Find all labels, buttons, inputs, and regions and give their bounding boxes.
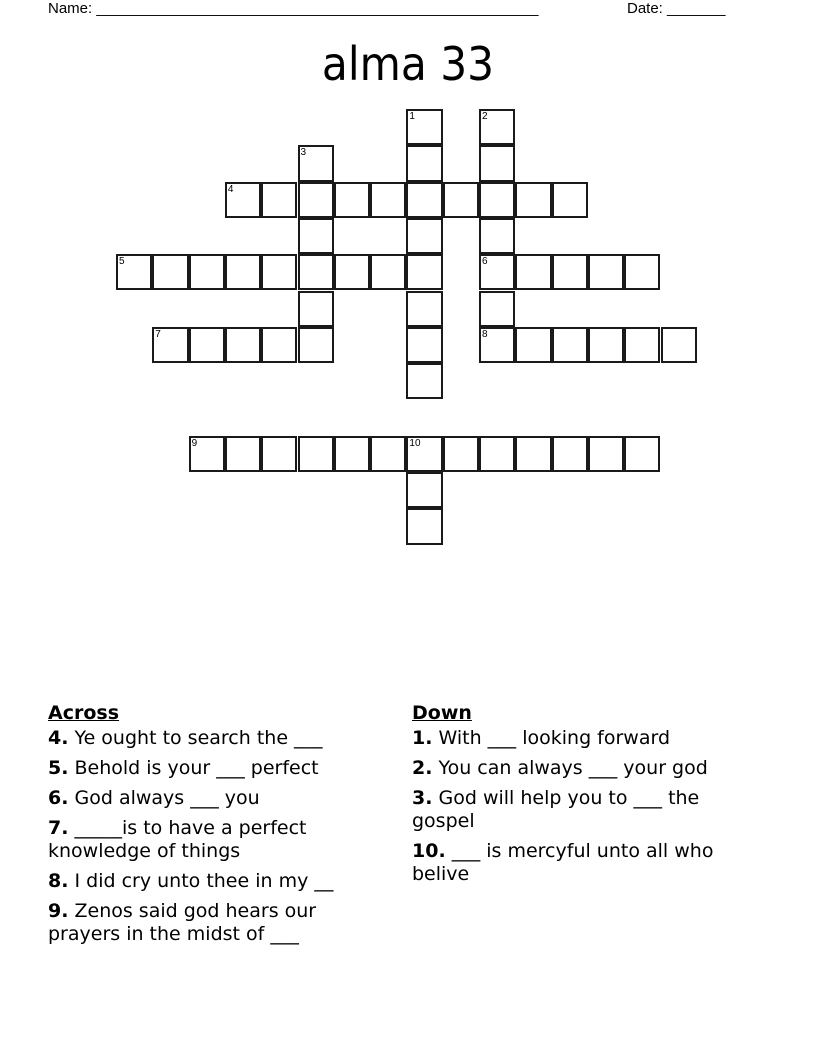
clue-down-10: 10. ___ is mercyful unto all who belive: [412, 840, 714, 885]
grid-cell[interactable]: [152, 254, 188, 290]
clue-number: 4: [227, 183, 234, 195]
grid-cell[interactable]: [479, 145, 515, 181]
grid-cell[interactable]: [370, 436, 406, 472]
date-field-label: Date: _______: [627, 0, 726, 17]
clue-down-2: 2. You can always ___ your god: [412, 757, 708, 779]
clue-across-5: 5. Behold is your ___ perfect: [48, 757, 319, 779]
grid-cell[interactable]: [515, 182, 551, 218]
grid-cell[interactable]: [479, 218, 515, 254]
name-field-label: Name: _____________________________________________________: [48, 0, 539, 17]
clue-number: 3: [300, 147, 307, 159]
clue-number: 1: [409, 111, 415, 122]
clue-number: 8: [482, 328, 488, 340]
down-clues: [412, 702, 732, 893]
clue-across-9: 9. Zenos said god hears our prayers in the midst of ___: [48, 900, 317, 945]
clue-down-1: 1. With ___ looking forward: [412, 727, 671, 749]
grid-cell[interactable]: [406, 109, 442, 145]
grid-cell[interactable]: [479, 436, 515, 472]
grid-cell[interactable]: [515, 436, 551, 472]
grid-cell[interactable]: [406, 327, 442, 363]
grid-cell[interactable]: [334, 182, 370, 218]
grid-cell[interactable]: [298, 254, 334, 290]
clue-across-6: 6. God always ___ you: [48, 787, 260, 809]
grid-cell[interactable]: [225, 436, 261, 472]
grid-cell[interactable]: [225, 327, 261, 363]
grid-cell[interactable]: [624, 327, 660, 363]
grid-cell[interactable]: [189, 327, 225, 363]
grid-cell[interactable]: [261, 254, 297, 290]
grid-cell[interactable]: [515, 327, 551, 363]
clue-number: 5: [119, 256, 125, 268]
clue-number: 10: [409, 437, 421, 449]
clue-across-8: 8. I did cry unto thee in my __: [48, 870, 334, 892]
grid-cell[interactable]: [406, 182, 442, 218]
clue-number: 2: [482, 111, 488, 122]
grid-cell[interactable]: [624, 254, 660, 290]
grid-cell[interactable]: [298, 182, 334, 218]
grid-cell[interactable]: [443, 182, 479, 218]
grid-cell[interactable]: [406, 363, 442, 399]
clue-across-4: 4. Ye ought to search the ___: [48, 727, 323, 749]
across-heading: Across: [48, 702, 120, 724]
grid-cell[interactable]: [552, 182, 588, 218]
grid-cell[interactable]: [334, 436, 370, 472]
grid-cell[interactable]: [406, 218, 442, 254]
grid-cell[interactable]: [406, 472, 442, 508]
grid-cell[interactable]: [298, 218, 334, 254]
grid-cell[interactable]: [261, 182, 297, 218]
grid-cell[interactable]: [479, 291, 515, 327]
grid-cell[interactable]: [479, 109, 515, 145]
grid-cell[interactable]: [406, 436, 442, 472]
grid-cell[interactable]: [370, 182, 406, 218]
grid-cell[interactable]: [189, 254, 225, 290]
grid-cell[interactable]: [515, 254, 551, 290]
grid-cell[interactable]: [225, 254, 261, 290]
grid-cell[interactable]: [588, 327, 624, 363]
grid-cell[interactable]: [588, 436, 624, 472]
grid-cell[interactable]: [406, 254, 442, 290]
grid-cell[interactable]: [370, 254, 406, 290]
clue-number: 6: [482, 256, 488, 268]
clue-down-3: 3. God will help you to ___ the gospel: [412, 787, 700, 832]
grid-cell[interactable]: [552, 254, 588, 290]
grid-cell[interactable]: [406, 508, 442, 544]
clue-number: 7: [155, 328, 161, 340]
grid-cell[interactable]: [116, 254, 152, 290]
grid-cell[interactable]: [479, 327, 515, 363]
grid-cell[interactable]: [479, 182, 515, 218]
grid-cell[interactable]: [661, 327, 697, 363]
clue-across-7: 7. _____is to have a perfect knowledge of things: [48, 817, 307, 862]
grid-cell[interactable]: [152, 327, 188, 363]
grid-cell[interactable]: [552, 436, 588, 472]
grid-cell[interactable]: [261, 436, 297, 472]
grid-cell[interactable]: [406, 291, 442, 327]
grid-cell[interactable]: [298, 436, 334, 472]
grid-cell[interactable]: [261, 327, 297, 363]
grid-cell[interactable]: [298, 327, 334, 363]
grid-cell[interactable]: [552, 327, 588, 363]
grid-cell[interactable]: [189, 436, 225, 472]
down-heading: Down: [412, 702, 472, 724]
grid-cell[interactable]: [406, 145, 442, 181]
puzzle-title: alma 33: [321, 37, 495, 91]
grid-cell[interactable]: [334, 254, 370, 290]
grid-cell[interactable]: [298, 145, 334, 181]
across-clues: [48, 702, 388, 953]
grid-cell[interactable]: [624, 436, 660, 472]
grid-cell[interactable]: [443, 436, 479, 472]
clue-number: 9: [191, 437, 198, 449]
grid-cell[interactable]: [479, 254, 515, 290]
grid-cell[interactable]: [298, 291, 334, 327]
grid-cell[interactable]: [225, 182, 261, 218]
grid-cell[interactable]: [588, 254, 624, 290]
